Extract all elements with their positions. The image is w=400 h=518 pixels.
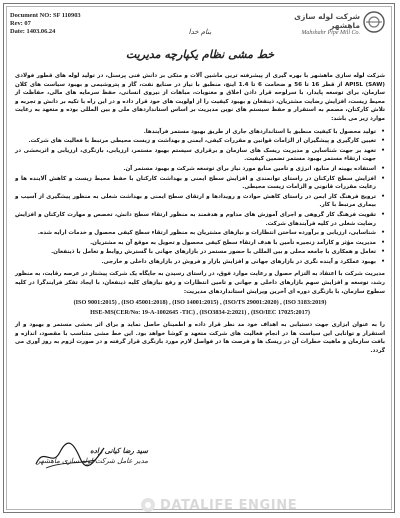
- list-item: [15, 211, 385, 228]
- list-item-text: ترویج فرهنگ کار ایمن در راستای کاهش حوادث و رویدادها و ارتقای سطح ایمنی و بهداشت شغلی به منظور پیشگیری از آسیب و بیماری مرتبط با کار.: [15, 193, 376, 209]
- list-item-text: تعیین کارگیری و پیشگیران از الزامات قوانین و مقررات کیفی، ایمنی و بهداشت و زیست محیطی مرتبط با فعالیت های شرکت.: [28, 138, 376, 145]
- list-item-text: شناسایی، ارزیابی و برآورده ساختن انتظارات و نیازهای مشتریان به منظور ارتقاء سطح کیفی محصول و خدمات ارایه شده.: [37, 230, 376, 237]
- bullet-icon: •: [381, 137, 385, 145]
- document-number: Document NO: SF 110903: [10, 12, 81, 19]
- list-item: [15, 193, 385, 210]
- list-item-text: تعامل و همکاری با جامعه محلی و بین المللی با حضور مستمر در بازارهای جهانی با گسترش روابط و تعامل با ذینفعان.: [51, 249, 376, 256]
- certifications-line-2: HSE-MS(CER/No: 19-A-1002645 -TIC) , (ISO3834-2:2021) , (ISO/IEC 17025:2017): [90, 309, 310, 317]
- final-paragraph: را به عنوان ابزاری جهت دستیابی به اهداف خود مد نظر قرار داده و اطمینان حاصل نماید و برای اثر بخشی مستمر و بهبود و از استقرار و توانایی این سیاست ها در انجام فعالیت های شرکت متعهد و کوشا خواهد بود. این خط مشی متناسب با مقصود، اندازه و بافت سازمان و ماهیت خطرات آن در ریسک ها و فرصت ها در فواصل لازم مورد بازنگری قرار گرفته و در صورت لزوم به روز آوری می گردد.: [15, 322, 385, 355]
- page-title: خط مشی نظام یکپارچه مدیریت: [125, 48, 275, 61]
- bullet-icon: •: [381, 248, 385, 256]
- list-item: [15, 248, 385, 257]
- list-item-text: افزایش سطح کارکنان در راستای توانمندی و افزایش سطح ایمنی و بهداشت کارکنان با حفظ محیط زیست و کاهش آلاینده ها و رعایت مقررات قانونی و الزامات زیست محیطی.: [15, 175, 376, 191]
- bismillah-heading: بنام خدا: [188, 28, 212, 36]
- commitments-list: [15, 128, 385, 267]
- list-item: [15, 258, 385, 267]
- bullet-icon: •: [381, 174, 385, 182]
- list-item-text: تعهد بر جهت شناسایی و مدیریت ریسک های سازمان و برقراری سیستم بهبود مستمر، ارزیابی، بازنگری، ارزیابی و اثربخشی در جهت ارتقاء مستمر بهبود مستمر تضمین کیفیت.: [15, 147, 376, 163]
- bullet-icon: •: [381, 229, 385, 237]
- list-item-text: تولید محصول با کیفیت منطبق با استانداردهای جاری از طریق بهبود مستمر فرآیندها.: [143, 128, 376, 135]
- bullet-icon: •: [381, 192, 385, 200]
- certifications: [15, 298, 385, 318]
- signatory-role: مدیر عامل شرکت لوله سازی ماهشهر: [36, 457, 148, 465]
- list-item: [15, 165, 385, 174]
- signatory-name: سید رضا کیانی زاده: [90, 447, 148, 455]
- policy-body: [15, 72, 385, 356]
- bullet-icon: •: [381, 238, 385, 246]
- logo-name-en: Mahshahr Pipe Mill Co.: [301, 30, 360, 36]
- company-logo: [290, 10, 386, 54]
- revision: Rev: 07: [10, 20, 31, 28]
- list-item: [15, 128, 385, 137]
- bullet-icon: •: [381, 257, 385, 265]
- list-item-text: تقویت فرهنگ کار گروهی و اجرای آموزش های مداوم و هدفمند به منظور ارتقاء سطح دانش، تخصص و مهارت کارکنان و افزایش رضایت شغلی در کلیه فرآیندهای شرکت.: [15, 211, 376, 227]
- list-item: [15, 239, 385, 248]
- signature-block: [18, 446, 148, 466]
- list-item-text: مدیریت مؤثر و کارآمد زنجیره تأمین با هدف ارتقاء سطح کیفی محصول و تحویل به موقع آن به مشتریان.: [90, 239, 376, 246]
- watermark-text: DATALIFE ENGINE: [160, 498, 298, 513]
- bullet-icon: •: [381, 146, 385, 154]
- document-date: Date: 1403.06.24: [10, 28, 56, 36]
- list-item: [15, 147, 385, 164]
- intro-paragraph: شرکت لوله سازی ماهشهر با بهره گیری از پیشرفته ترین ماشین آلات و متکی بر دانش فنی پرسنل، در تولید لوله های قطور فولادی (SAW) API5L از قطر 16 تا 56 و ضخامت 6 تا 1.4 اینچ، منطبق با نیاز در صنایع نفت، گاز و پتروشیمی و بهبود سیاست های کلان سازمان، برای توسعه پایدار، با سرلوحه قرار دادن اخلاق و معنویات، مباهات از نیروی انسانی، حفظ سرمایه های مالی، حفاظت از محیط زیست، افزایش رضایت مشتریان، ذینفعان و بهبود کیفیت را از اولویت های خود قرار داده و در این راه با تکیه بر دانش و تجربه و تلاش کارکنان، مصمم به استقرار و حفظ سیستم های نوین مدیریت بر اساس استانداردهای ملی و بین المللی بوده و متعهد به رعایت موارد زیر می باشد:: [15, 73, 385, 122]
- bullet-icon: •: [381, 164, 385, 172]
- watermark-logo-icon: [140, 497, 156, 513]
- document-meta: [10, 12, 130, 37]
- list-item: [15, 137, 385, 146]
- list-item-text: استفاده بهینه از منابع، انرژی و تامین منابع مورد نیاز برای توسعه شرکت و بهبود مستمر آن.: [123, 165, 376, 172]
- list-item: [15, 229, 385, 238]
- logo-name-fa: شرکت لوله سازی ماهشهر: [294, 12, 360, 30]
- bullet-icon: •: [381, 127, 385, 135]
- bullet-icon: •: [381, 210, 385, 218]
- list-item-text: بهبود عملکرد و آینده نگری در بازارهای جهانی و افزایش بازار و فروش در بازارهای داخلی و خارجی.: [101, 258, 376, 265]
- certifications-line-1: (ISO 9001:2015) , (ISO 45001:2018) , (ISO 14001:2015) , (ISO/TS 29001:2020) , (ISO 3183:2019): [73, 299, 327, 307]
- list-item: [15, 175, 385, 192]
- closing-paragraph: مدیریت شرکت با اعتقاد به التزام حصول و رعایت موارد فوق، در راستای رسیدن به جایگاه یک شرکت پیشتاز در عرصه رقابت، به منظور رشد، توسعه و افزایش سهم بازارهای داخلی و جهانی و تامین انتظارات و رفع نیازهای کلیه ذینفعان، با ایجاد تفکر فرایندگرا در کلیه سطوح سازمان، با بازنگری دوره ای آخرین ویرایش استانداردهای مدیریت:: [15, 271, 385, 295]
- logo-emblem-icon: [362, 10, 386, 34]
